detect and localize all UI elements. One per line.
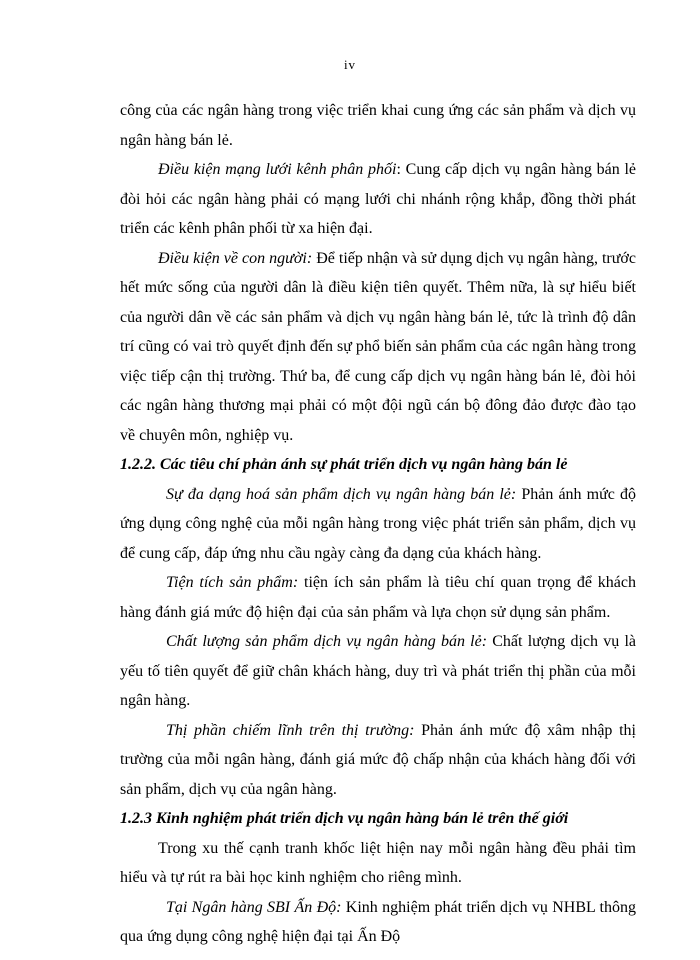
paragraph-continuation: công của các ngân hàng trong việc triển khai cung ứng các sản phẩm và dịch vụ ngân hàng bán lẻ.: [120, 102, 636, 149]
paragraph-text: Phản ánh mức độ ứng dụng công nghệ của mỗi ngân hàng trong việc phát triển sản phẩm, dịch vụ để cung cấp, đáp ứng nhu cầu ngày càng đa dạng của khách hàng.: [120, 485, 636, 562]
paragraph-service-quality: [120, 627, 636, 716]
paragraph-distribution-network: [120, 155, 636, 244]
section-heading-1-2-3: 1.2.3 Kinh nghiệm phát triển dịch vụ ngân hàng bán lẻ trên thế giới: [120, 810, 569, 827]
paragraph-lead: Tại Ngân hàng SBI Ấn Độ:: [166, 898, 342, 916]
paragraph-human-condition: [120, 244, 636, 451]
paragraph-text: tiện ích sản phẩm là tiêu chí quan trọng để khách hàng đánh giá mức độ hiện đại của sản phẩm và lựa chọn sử dụng sản phẩm.: [120, 574, 636, 621]
paragraph-lead: Điều kiện mạng lưới kênh phân phối: [158, 161, 397, 178]
paragraph-diversification: [120, 480, 636, 569]
paragraph-product-utility: [120, 568, 636, 627]
page-number: iv: [343, 57, 357, 72]
paragraph-text: Để tiếp nhận và sử dụng dịch vụ ngân hàng, trước hết mức sống của người dân là điều kiện tiên quyết. Thêm nữa, là sự hiểu biết của người dân về các sản phẩm và dịch vụ ngân hàng bán lẻ, tức là trình độ dân trí cũng có vai trò quyết định đến sự phổ biến sản phẩm của các ngân hàng trong việc tiếp cận thị trường. Thứ ba, để cung cấp dịch vụ ngân hàng bán lẻ, đòi hỏi các ngân hàng thương mại phải có một đội ngũ cán bộ đông đảo được đào tạo về chuyên môn, nghiệp vụ.: [120, 249, 636, 444]
paragraph-lead: Sự đa dạng hoá sản phẩm dịch vụ ngân hàng bán lẻ:: [166, 485, 517, 503]
paragraph-market-share: [120, 716, 636, 805]
paragraph-text: Phản ánh mức độ xâm nhập thị trường của mỗi ngân hàng, đánh giá mức độ chấp nhận của khách hàng đối với sản phẩm, dịch vụ của ngân hàng.: [120, 721, 637, 798]
section-heading-1-2-2: 1.2.2. Các tiêu chí phản ánh sự phát triển dịch vụ ngân hàng bán lẻ: [120, 456, 568, 473]
paragraph-text: : Cung cấp dịch vụ ngân hàng bán lẻ đòi hỏi các ngân hàng phải có mạng lưới chi nhánh rộng khắp, đồng thời phát triển các kênh phân phối từ xa hiện đại.: [120, 161, 636, 237]
paragraph-lead: Thị phần chiếm lĩnh trên thị trường:: [166, 721, 415, 739]
paragraph-lead: Điều kiện về con người:: [158, 249, 313, 267]
paragraph-lead: Tiện tích sản phẩm:: [166, 574, 299, 591]
paragraph-sbi-india: [120, 893, 636, 952]
paragraph-text: Chất lượng dịch vụ là yếu tố tiên quyết để giữ chân khách hàng, duy trì và phát triển thị phần của mỗi ngân hàng.: [120, 633, 636, 709]
paragraph-text: Kinh nghiệm phát triển dịch vụ NHBL thông qua ứng dụng công nghệ hiện đại tại Ấn Độ: [120, 898, 636, 945]
paragraph-lead: Chất lượng sản phẩm dịch vụ ngân hàng bán lẻ:: [166, 633, 488, 650]
page-body: [120, 96, 636, 952]
paragraph-competition: Trong xu thế cạnh tranh khốc liệt hiện nay mỗi ngân hàng đều phải tìm hiểu và tự rút ra bài học kinh nghiệm cho riêng mình.: [120, 839, 636, 886]
